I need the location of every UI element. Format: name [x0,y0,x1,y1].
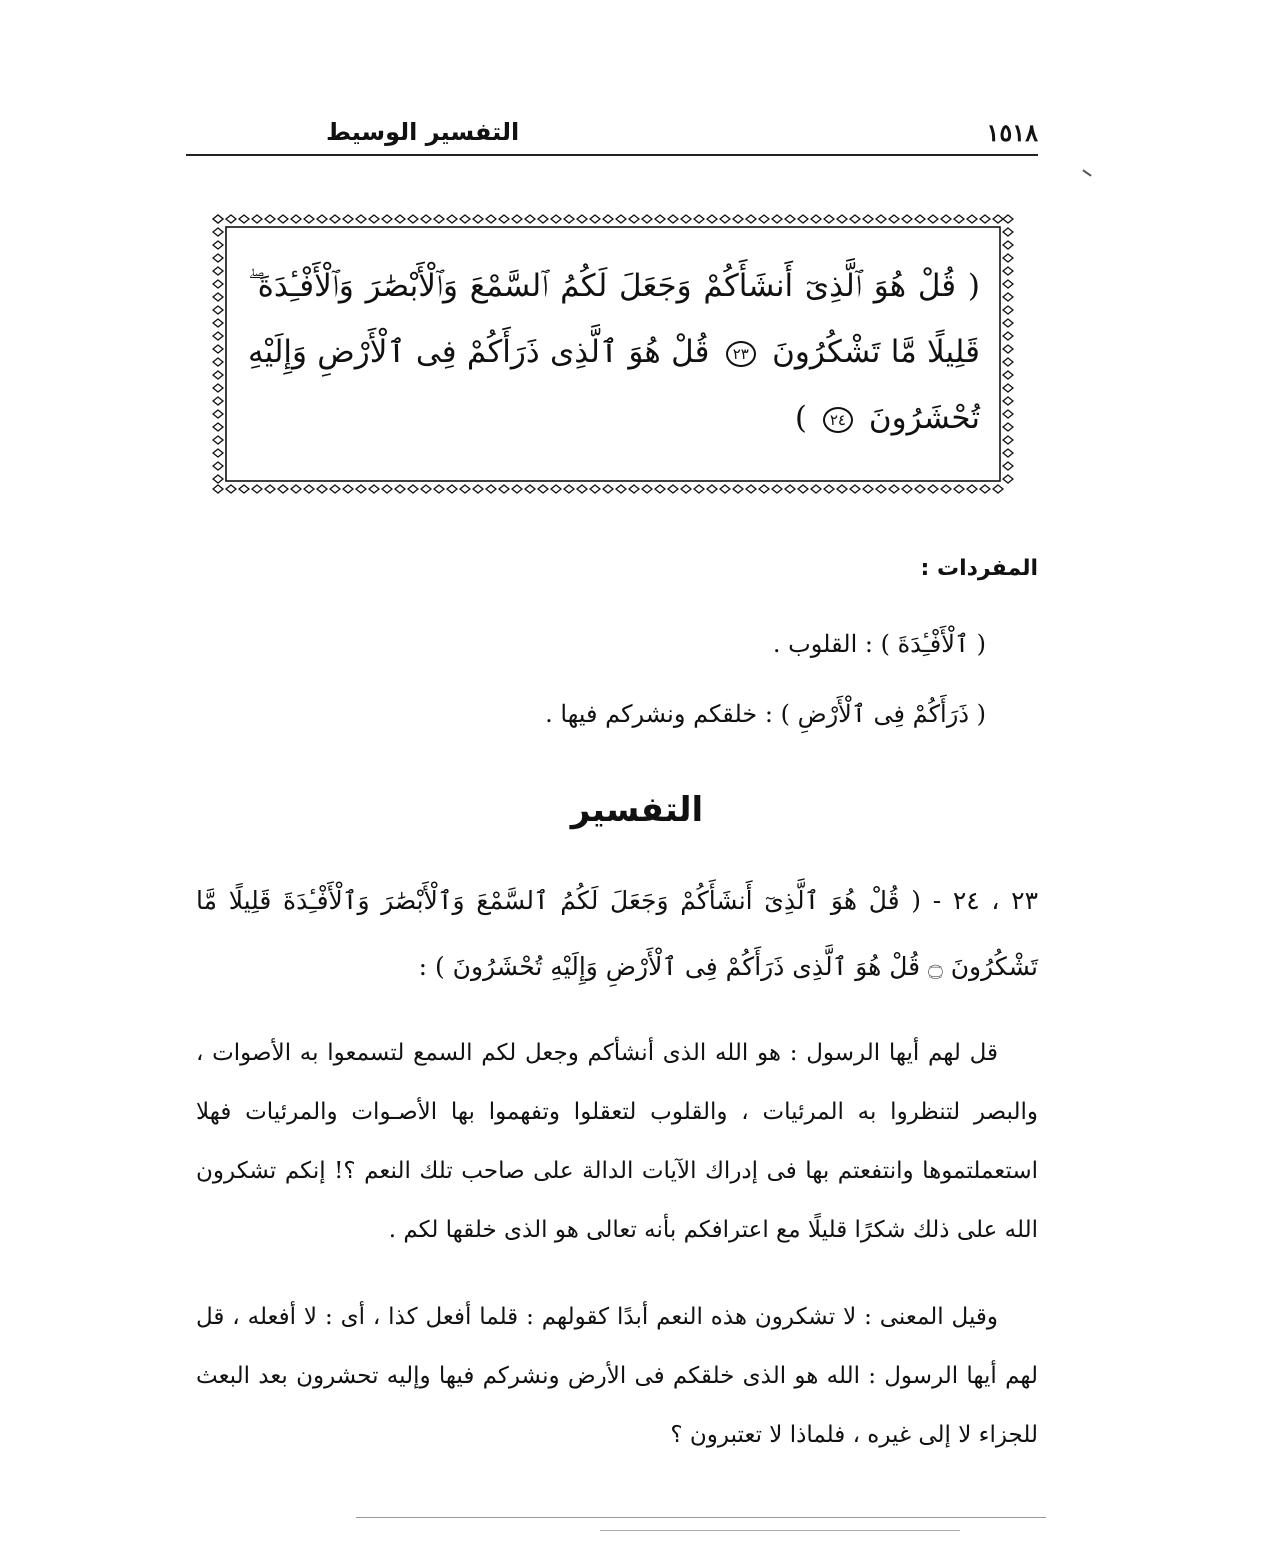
scan-mark [1082,169,1091,176]
vocabulary-item: ( ٱلْأَفْـِٔدَةَ ) : القلوب . [772,630,986,658]
verse-part-2: قُلْ هُوَ ٱلَّذِى ذَرَأَكُمْ فِى ٱلْأَرْضِ وَإِلَيْهِ تُحْشَرُونَ [248,334,980,436]
ayah-number-mark: ٢٤ [823,407,853,433]
quran-verse-box [212,213,1014,495]
tafsir-paragraph: وقيل المعنى : لا تشكرون هذه النعم أبدًا كقولهم : قلما أفعل كذا ، أى : لا أفعله ، قل لهم أيها الرسول : الله هو الذى خلقكم فى الأرض ونشركم فيها وإليه تحشرون بعد البعث للجزاء لا إلى غيره ، فلماذا لا تعتبرون ؟ [196,1304,1038,1448]
verse-closing-bracket: ) [794,400,808,436]
scan-line [356,1517,1046,1518]
tafsir-heading: التفسير [570,790,704,830]
verse-reference: ٢٣ ، ٢٤ - ( قُلْ هُوَ ٱلَّذِىٓ أَنشَأَكُمْ وَجَعَلَ لَكُمُ ٱلسَّمْعَ وَٱلْأَبْصَٰرَ وَٱلْأَفْـِٔدَةَ قَلِيلًا مَّا تَشْكُرُونَ ۝ قُلْ هُوَ ٱلَّذِى ذَرَأَكُمْ فِى ٱلْأَرْضِ وَإِلَيْهِ تُحْشَرُونَ ) : [196,886,1038,981]
page-header [186,112,1038,152]
verse-part-1: ( قُلْ هُوَ ٱلَّذِىٓ أَنشَأَكُمْ وَجَعَلَ لَكُمُ ٱلسَّمْعَ وَٱلْأَبْصَٰرَ وَٱلْأَفْـِٔدَةَ ۖ قَلِيلًا مَّا تَشْكُرُونَ [248,268,980,370]
scan-line [600,1530,960,1531]
ayah-number-mark: ٢٣ [726,341,756,367]
tafsir-paragraph: قل لهم أيها الرسول : هو الله الذى أنشأكم وجعل لكم السمع لتسمعوا به الأصوات ، والبصر لتنظروا به المرئيات ، والقلوب لتعقلوا وتفهموا بها الأصـوات والمرئيات فهلا استعملتموها وانتفعتم بها فى إدراك الآيات الدالة على صاحب تلك النعم ؟! إنكم تشكرون الله على ذلك شكرًا قليلًا مع اعترافكم بأنه تعالى هو الذى خلقها لكم . [196,1040,1038,1243]
page-number: ١٥١٨ [986,117,1038,147]
vocabulary-item: ( ذَرَأَكُمْ فِى ٱلْأَرْضِ ) : خلقكم ونشركم فيها . [545,700,986,728]
vocabulary-heading: المفردات : [920,556,1038,581]
running-title: التفسير الوسيط [326,118,520,146]
header-rule [186,154,1038,156]
verse-text [248,253,980,451]
